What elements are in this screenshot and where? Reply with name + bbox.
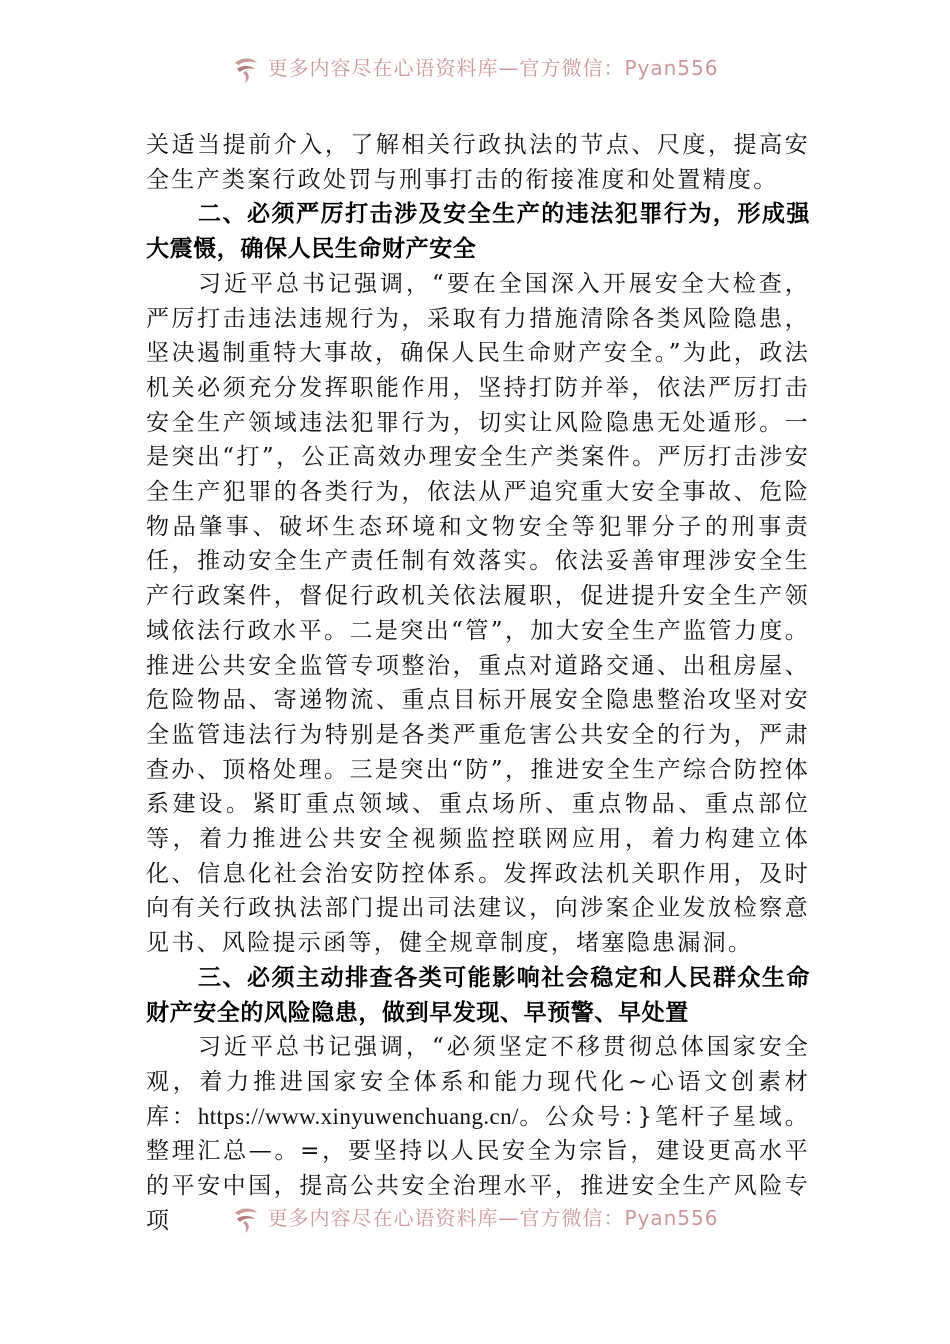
- paragraph-3-text-a: 习近平总书记强调，“必须坚定不移贯彻总体国家安全观，着力推进国家安全体系和能力现代化~心语文创素材库：: [146, 1034, 810, 1130]
- section-heading-2: 二、必须严厉打击涉及安全生产的违法犯罪行为，形成强大震慑，确保人民生命财产安全: [146, 201, 810, 263]
- footer-watermark: [0, 1200, 950, 1240]
- paragraph-3-text-b: 。公众号：}笔杆子星域。整理汇总—。=，要坚持以人民安全为宗旨，建设更高水平的平安中国，提高公共安全治理水平，推进安全生产风险专项: [146, 1103, 810, 1234]
- section-heading-3: 三、必须主动排查各类可能影响社会稳定和人民群众生命财产安全的风险隐患，做到早发现、早预警、早处置: [146, 964, 810, 1026]
- seal-logo-icon: [231, 1205, 261, 1235]
- seal-logo-icon: [231, 55, 261, 85]
- paragraph-1: 关适当提前介入，了解相关行政执法的节点、尺度，提高安全生产类案行政处罚与刑事打击的衔接准度和处置精度。: [146, 132, 810, 193]
- document-body: [146, 128, 810, 1239]
- paragraph-2: 习近平总书记强调，“要在全国深入开展安全大检查，严厉打击违法违规行为，采取有力措施清除各类风险隐患，坚决遏制重特大事故，确保人民生命财产安全。”为此，政法机关必须充分发挥职能作用，坚持打防并举，依法严厉打击安全生产领域违法犯罪行为，切实让风险隐患无处遁形。一是突出“打”，公正高效办理安全生产类案件。严厉打击涉安全生产犯罪的各类行为，依法从严追究重大安全事故、危险物品肇事、破坏生态环境和文物安全等犯罪分子的刑事责任，推动安全生产责任制有效落实。依法妥善审理涉安全生产行政案件，督促行政机关依法履职，促进提升安全生产领域依法行政水平。二是突出“管”，加大安全生产监管力度。推进公共安全监管专项整治，重点对道路交通、出租房屋、危险物品、寄递物流、重点目标开展安全隐患整治攻坚对安全监管违法行为特别是各类严重危害公共安全的行为，严肃查办、顶格处理。三是突出“防”，推进安全生产综合防控体系建设。紧盯重点领域、重点场所、重点物品、重点部位等，着力推进公共安全视频监控联网应用，着力构建立体化、信息化社会治安防控体系。发挥政法机关职作用，及时向有关行政执法部门提出司法建议，向涉案企业发放检察意见书、风险提示函等，健全规章制度，堵塞隐患漏洞。: [146, 270, 810, 957]
- watermark-text: 更多内容尽在心语资料库—官方微信：Pyan556: [267, 1205, 719, 1230]
- header-watermark: [0, 50, 950, 90]
- watermark-text: 更多内容尽在心语资料库—官方微信：Pyan556: [267, 55, 719, 80]
- source-url: https://www.xinyuwenchuang.cn/: [197, 1103, 519, 1129]
